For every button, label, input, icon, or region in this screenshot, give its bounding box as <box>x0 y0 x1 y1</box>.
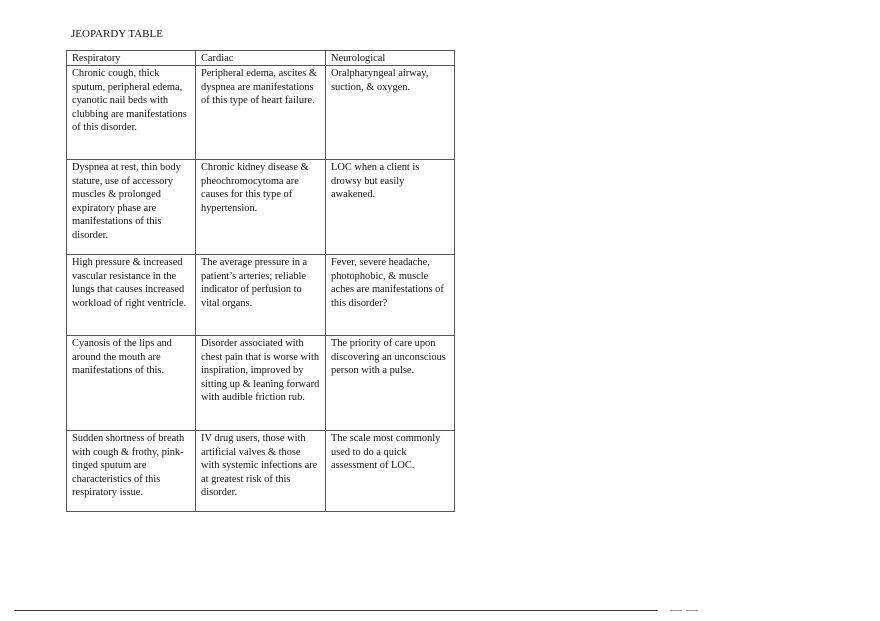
table-row <box>67 336 455 431</box>
table-cell: Fever, severe headache, photophobic, & muscle aches are manifestations of this disorder? <box>326 255 455 336</box>
column-header-respiratory: Respiratory <box>67 51 196 66</box>
footer-divider-segment <box>670 610 682 611</box>
column-header-neurological: Neurological <box>326 51 455 66</box>
table-cell: Dyspnea at rest, thin body stature, use of accessory muscles & prolonged expiratory phase are manifestations of this disorder. <box>67 160 196 255</box>
table-cell: LOC when a client is drowsy but easily awakened. <box>326 160 455 255</box>
table-cell: The scale most commonly used to do a quick assessment of LOC. <box>326 431 455 512</box>
page-title: JEOPARDY TABLE <box>71 28 163 40</box>
table-cell: Disorder associated with chest pain that is worse with inspiration, improved by sitting up & leaning forward with audible friction rub. <box>196 336 326 431</box>
table-row <box>67 160 455 255</box>
table-row <box>67 255 455 336</box>
table-cell: Peripheral edema, ascites & dyspnea are manifestations of this type of heart failure. <box>196 66 326 160</box>
table-cell: IV drug users, those with artificial valves & those with systemic infections are at greatest risk of this disorder. <box>196 431 326 512</box>
table-cell: The average pressure in a patient’s arteries; reliable indicator of perfusion to vital organs. <box>196 255 326 336</box>
table-cell: High pressure & increased vascular resistance in the lungs that causes increased workload of right ventricle. <box>67 255 196 336</box>
header-row <box>67 51 455 66</box>
table-cell: Cyanosis of the lips and around the mouth are manifestations of this. <box>67 336 196 431</box>
table-row <box>67 431 455 512</box>
footer-divider-segment <box>686 610 698 611</box>
table-cell: Chronic cough, thick sputum, peripheral edema, cyanotic nail beds with clubbing are manifestations of this disorder. <box>67 66 196 160</box>
table-cell: Sudden shortness of breath with cough & frothy, pink-tinged sputum are characteristics of this respiratory issue. <box>67 431 196 512</box>
footer-divider <box>14 610 658 611</box>
table-cell: Oralpharyngeal airway, suction, & oxygen. <box>326 66 455 160</box>
table-cell: The priority of care upon discovering an unconscious person with a pulse. <box>326 336 455 431</box>
jeopardy-table <box>66 50 455 512</box>
column-header-cardiac: Cardiac <box>196 51 326 66</box>
table-row <box>67 66 455 160</box>
table-cell: Chronic kidney disease & pheochromocytoma are causes for this type of hypertension. <box>196 160 326 255</box>
